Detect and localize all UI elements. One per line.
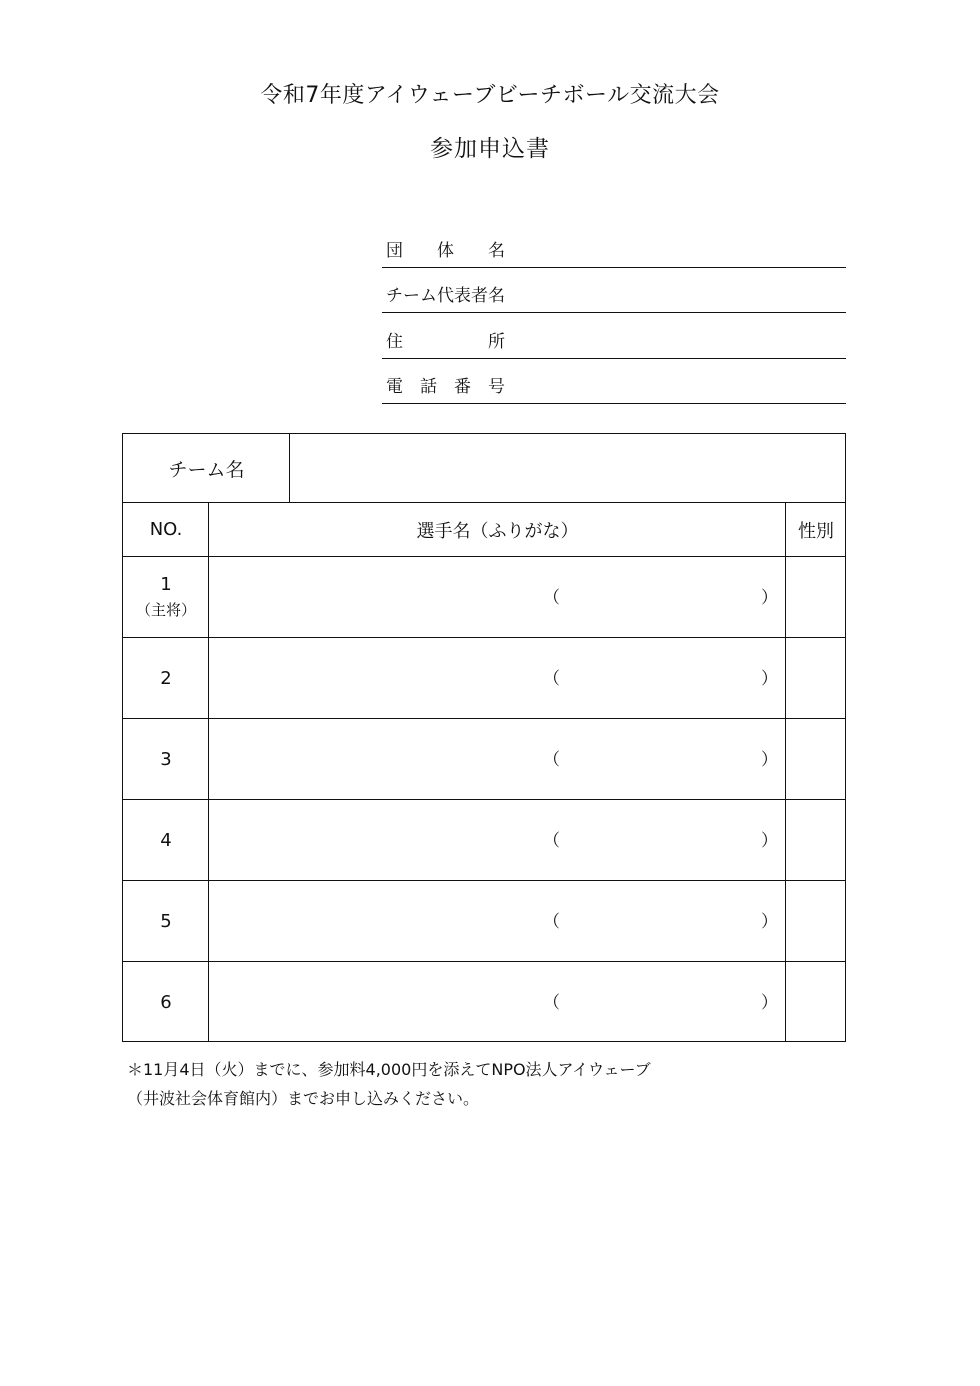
gender-field[interactable] bbox=[787, 800, 845, 880]
player-name-field[interactable] bbox=[211, 719, 784, 799]
player-name-field[interactable] bbox=[211, 638, 784, 718]
info-row-organization[interactable] bbox=[382, 222, 846, 268]
player-row bbox=[123, 962, 845, 1042]
gender-field[interactable] bbox=[787, 557, 845, 637]
gender-field[interactable] bbox=[787, 638, 845, 718]
player-name-field[interactable] bbox=[211, 800, 784, 880]
player-name-field[interactable] bbox=[211, 881, 784, 961]
address-label: 住 所 bbox=[386, 331, 505, 352]
player-number-value: 3 bbox=[160, 748, 172, 770]
furigana-close-paren: ） bbox=[761, 588, 778, 608]
player-row bbox=[123, 557, 845, 637]
furigana-open-paren: （ bbox=[543, 669, 560, 689]
player-number-value: 4 bbox=[160, 829, 172, 851]
player-row bbox=[123, 800, 845, 880]
column-header-no: NO. bbox=[149, 519, 183, 540]
player-number bbox=[123, 638, 209, 718]
player-number-value: 5 bbox=[160, 910, 172, 932]
furigana-close-paren: ） bbox=[761, 912, 778, 932]
applicant-info-block bbox=[382, 222, 846, 404]
player-number bbox=[123, 557, 209, 637]
team-name-divider bbox=[289, 434, 290, 502]
furigana-open-paren: （ bbox=[543, 912, 560, 932]
captain-label: （主将） bbox=[135, 601, 196, 619]
column-header-gender: 性別 bbox=[798, 520, 834, 542]
organization-label: 団 体 名 bbox=[386, 240, 505, 261]
furigana-open-paren: （ bbox=[543, 750, 560, 770]
furigana-close-paren: ） bbox=[761, 750, 778, 770]
representative-label: チーム代表者名 bbox=[386, 286, 505, 306]
player-number bbox=[123, 719, 209, 799]
player-number-value: 2 bbox=[160, 667, 172, 689]
player-number bbox=[123, 962, 209, 1042]
player-number-value: 6 bbox=[160, 991, 172, 1013]
furigana-close-paren: ） bbox=[761, 831, 778, 851]
player-name-field[interactable] bbox=[211, 557, 784, 637]
deadline-note: ＊11月4日（火）までに、参加料4,000円を添えてNPO法人アイウェーブ bbox=[127, 1060, 651, 1079]
submission-location-note: （井波社会体育館内）までお申し込みください。 bbox=[127, 1089, 480, 1108]
player-name-field[interactable] bbox=[211, 962, 784, 1040]
furigana-close-paren: ） bbox=[761, 993, 778, 1013]
furigana-open-paren: （ bbox=[543, 588, 560, 608]
column-header-player-name: 選手名（ふりがな） bbox=[416, 520, 579, 542]
form-title: 令和7年度アイウェーブビーチボール交流大会 bbox=[260, 83, 720, 108]
phone-label: 電 話 番 号 bbox=[386, 377, 505, 397]
info-row-representative[interactable] bbox=[382, 268, 846, 314]
info-row-phone[interactable] bbox=[382, 359, 846, 405]
player-row bbox=[123, 638, 845, 718]
player-row bbox=[123, 881, 845, 961]
player-row bbox=[123, 719, 845, 799]
furigana-close-paren: ） bbox=[761, 669, 778, 689]
info-row-address[interactable] bbox=[382, 313, 846, 359]
player-number-value: 1 bbox=[160, 574, 172, 595]
furigana-open-paren: （ bbox=[543, 831, 560, 851]
form-subtitle: 参加申込書 bbox=[430, 136, 550, 162]
gender-field[interactable] bbox=[787, 719, 845, 799]
gender-field[interactable] bbox=[787, 881, 845, 961]
team-name-label: チーム名 bbox=[168, 458, 245, 481]
gender-field[interactable] bbox=[787, 962, 845, 1040]
player-number bbox=[123, 800, 209, 880]
player-number bbox=[123, 881, 209, 961]
furigana-open-paren: （ bbox=[543, 993, 560, 1013]
roster-table bbox=[122, 433, 846, 1042]
team-name-field[interactable] bbox=[291, 434, 845, 502]
